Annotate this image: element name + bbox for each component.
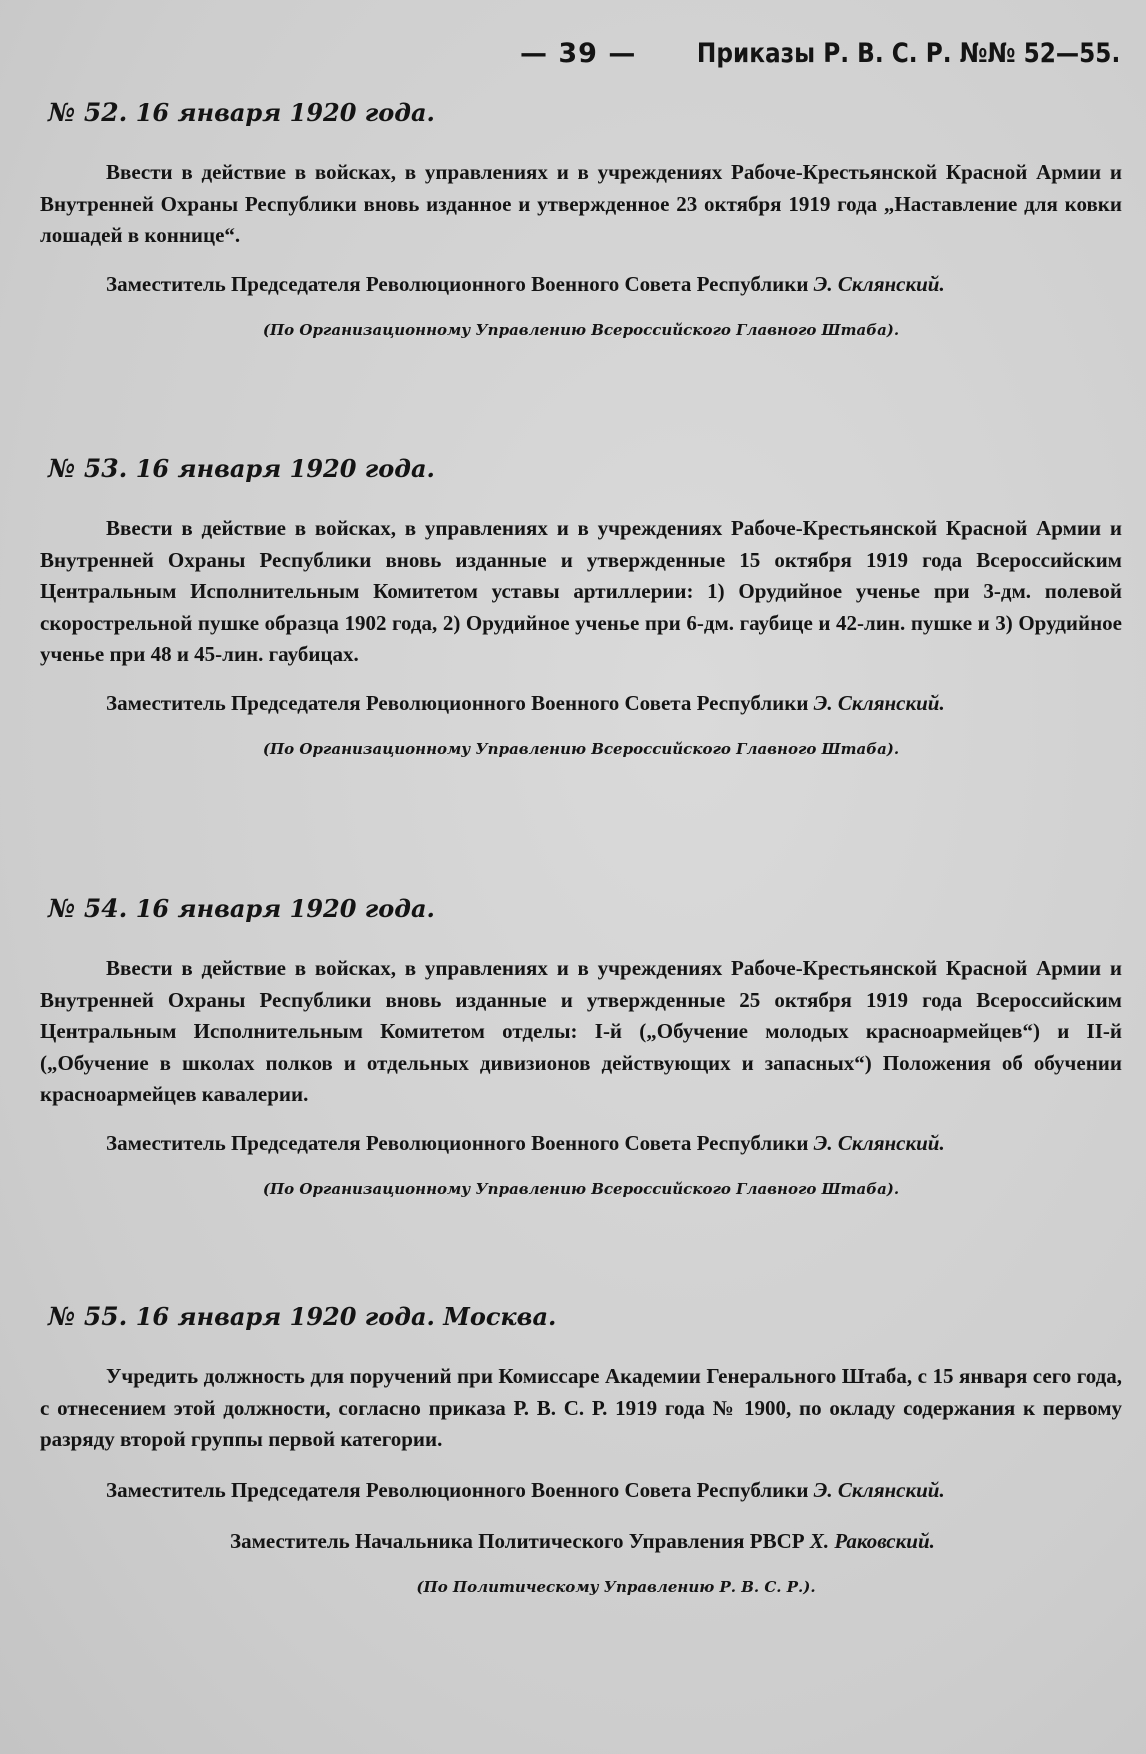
signature (40, 1131, 1122, 1156)
running-head: Приказы Р. В. С. Р. №№ 52—55. (696, 38, 1120, 69)
order-53 (40, 454, 1122, 758)
order-date: 16 января 1920 года. Москва. (135, 1302, 557, 1331)
signature-name: Э. Склянский. (813, 690, 945, 715)
order-date: 16 января 1920 года. (135, 98, 435, 127)
signature-title: Заместитель Председателя Революционного Военного Совета Республики (106, 1130, 809, 1155)
signature-2 (40, 1529, 1122, 1554)
signature-title: Заместитель Председателя Революционного Военного Совета Республики (106, 690, 809, 715)
signature-2-name: Х. Раковский. (809, 1528, 935, 1553)
signature (40, 272, 1122, 297)
order-text: Ввести в действие в войсках, в управлениях и в учреждениях Рабоче-Крестьянской Красной Армии и Внутренней Охраны Республики вновь изданные и утвержденные 25 октября 1919 года Всероссийским Центральным Исполнительным Комитетом отделы: I-й („Обучение молодых красноармейцев“) и II-й („Обучение в школах полков и отдельных дивизионов действующих и запасных“) Положения об обучении красноармейцев кавалерии. (40, 956, 1122, 1106)
source-note: (По Организационному Управлению Всероссийского Главного Штаба). (262, 739, 900, 758)
page-number: — 39 — (520, 38, 637, 69)
order-number: № 52. (48, 98, 128, 127)
order-text: Учредить должность для поручений при Комиссаре Академии Генерального Штаба, с 15 января сего года, с отнесением этой должности, согласно приказа Р. В. С. Р. 1919 года № 1900, по окладу содержания к первому разряду второй группы первой категории. (40, 1364, 1122, 1451)
signature-2-title: Заместитель Начальника Политического Управления РВСР (230, 1528, 805, 1553)
signature-name: Э. Склянский. (813, 1477, 945, 1502)
signature-name: Э. Склянский. (813, 1130, 945, 1155)
order-54 (40, 894, 1122, 1198)
signature-title: Заместитель Председателя Революционного Военного Совета Республики (106, 1477, 809, 1502)
order-52 (40, 98, 1122, 339)
page-header (520, 38, 1120, 78)
signature (40, 691, 1122, 716)
order-text: Ввести в действие в войсках, в управлениях и в учреждениях Рабоче-Крестьянской Красной Армии и Внутренней Охраны Республики вновь изданное и утвержденное 23 октября 1919 года „Наставление для ковки лошадей в коннице“. (40, 160, 1122, 247)
order-date: 16 января 1920 года. (135, 894, 435, 923)
signature-name: Э. Склянский. (813, 271, 945, 296)
order-heading (48, 98, 1122, 127)
source-note: (По Организационному Управлению Всероссийского Главного Штаба). (262, 1179, 900, 1198)
order-55 (40, 1302, 1122, 1596)
source-note: (По Политическому Управлению Р. В. С. Р.). (416, 1577, 816, 1596)
order-heading (48, 894, 1122, 923)
order-heading (48, 454, 1122, 483)
order-number: № 54. (48, 894, 128, 923)
order-number: № 53. (48, 454, 128, 483)
signature (40, 1478, 1122, 1503)
order-heading (48, 1302, 1122, 1331)
order-date: 16 января 1920 года. (135, 454, 435, 483)
source-note: (По Организационному Управлению Всероссийского Главного Штаба). (262, 320, 900, 339)
order-number: № 55. (48, 1302, 128, 1331)
signature-title: Заместитель Председателя Революционного Военного Совета Республики (106, 271, 809, 296)
order-text: Ввести в действие в войсках, в управлениях и в учреждениях Рабоче-Крестьянской Красной Армии и Внутренней Охраны Республики вновь изданные и утвержденные 15 октября 1919 года Всероссийским Центральным Исполнительным Комитетом уставы артиллерии: 1) Орудийное ученье при 3-дм. полевой скорострельной пушке образца 1902 года, 2) Орудийное ученье при 6-дм. гаубице и 42-лин. пушке и 3) Орудийное ученье при 48 и 45-лин. гаубицах. (40, 516, 1122, 666)
